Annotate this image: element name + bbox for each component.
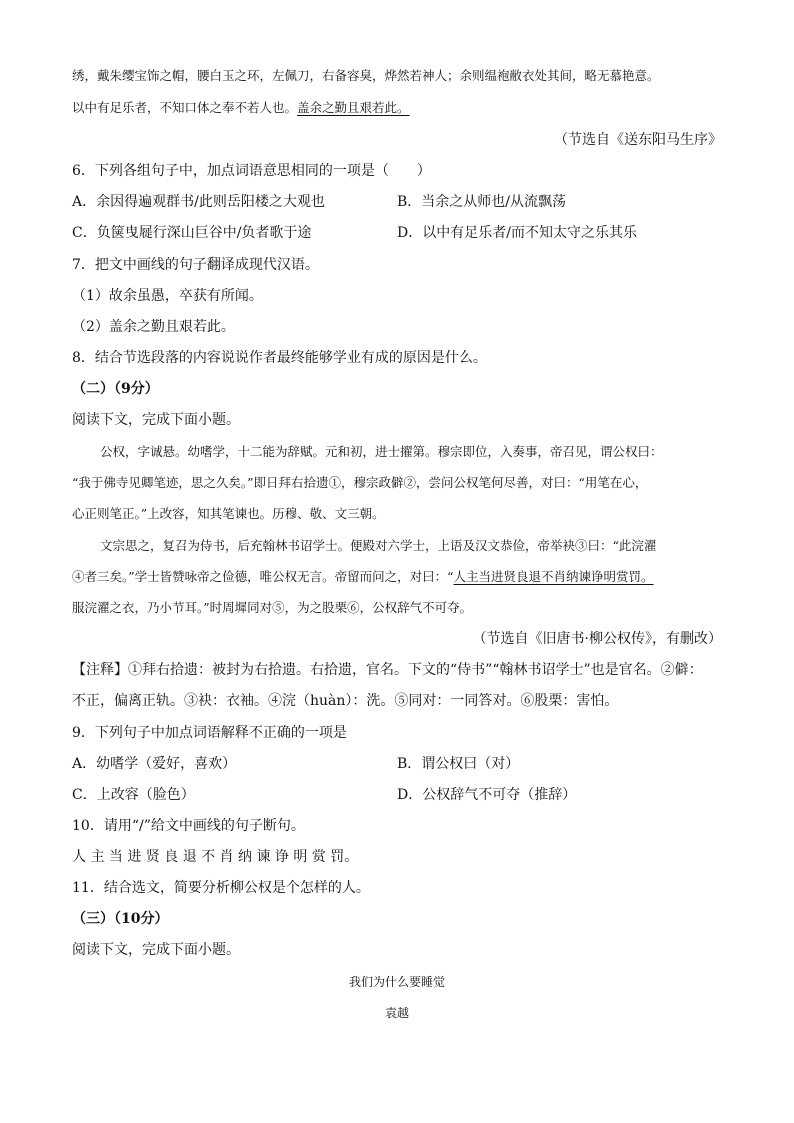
article-author: 袁越 [384, 1006, 409, 1020]
q7-sentence-2: （2）盖余之勤且艰若此。 [72, 319, 235, 335]
q9-option-b: B．谓公权曰（对） [397, 756, 520, 772]
q6-option-a: A．余因得遍观群书/此则岳阳楼之大观也 [72, 194, 325, 210]
passage1-line1: 绣，戴朱缨宝饰之帽，腰白玉之环，左佩刀，右备容臭，烨然若神人；余则缊袍敝衣处其间，略无慕艳意。 [72, 68, 660, 83]
q6-option-c: C．负箧曳屣行深山巨谷中/负者歌于途 [72, 225, 312, 241]
passage1-source: （节选自《送东阳马生序》 [554, 132, 722, 148]
passage2-p1-line2: “我于佛寺见卿笔迹，思之久矣。”即日拜右拾遗①，穆宗政僻②，尝问公权笔何尽善，对曰：“用笔在心， [72, 475, 648, 490]
passage2-p1-line3: 心正则笔正。”上改容，知其笔谏也。历穆、敬、文三朝。 [72, 506, 385, 521]
q6-stem: 6．下列各组句子中，加点词语意思相同的一项是（ ） [72, 163, 431, 179]
underlined-sentence-2: 人主当进贤良退不肖纳谏诤明赏罚。 [453, 569, 654, 584]
section2-heading: （二）（9分） [72, 381, 159, 397]
q9-stem: 9．下列句子中加点词语解释不正确的一项是 [72, 725, 347, 741]
section3-heading: （三）（10分） [72, 911, 169, 927]
annotation-line2: 不正，偏离正轨。③袂：衣袖。④浣（huàn）：洗。⑤同对：一同答对。⑥股栗：害怕。 [72, 693, 619, 709]
q6-option-d: D．以中有足乐者/而不知太守之乐其乐 [397, 225, 637, 241]
q9-option-d: D．公权辞气不可夺（推辞） [397, 787, 577, 803]
q10-stem: 10．请用“/”给文中画线的句子断句。 [72, 818, 305, 834]
annotation-line1: 【注释】①拜右拾遗：被封为右拾遗。右拾遗，官名。下文的“侍书”“翰林书诏学士”也是官名。②僻： [72, 662, 703, 678]
passage2-source: （节选自《旧唐书·柳公权传》，有删改） [472, 631, 722, 647]
passage2-p2-line2-text: ④者三矣。”学士皆赞咏帝之俭德，唯公权无言。帝留而问之，对曰：“ [72, 569, 454, 584]
passage2-p2-line3: 服浣濯之衣，乃小节耳。”时周墀同对⑤，为之股栗⑥，公权辞气不可夺。 [72, 600, 473, 615]
q7-sentence-1: （1）故余虽愚，卒获有所闻。 [72, 288, 263, 304]
q9-option-c: C．上改容（脸色） [72, 787, 195, 803]
article-title: 我们为什么要睡觉 [348, 975, 445, 989]
underlined-sentence-1: 盖余之勤且艰若此。 [297, 100, 410, 115]
section2-instruction: 阅读下文，完成下面小题。 [72, 412, 240, 428]
passage1-line2-text: 以中有足乐者，不知口体之奉不若人也。 [72, 100, 298, 115]
passage2-p1-line1: 公权，字诚悬。幼嗜学，十二能为辞赋。元和初，进士擢第。穆宗即位，入奏事，帝召见，谓公权曰： [100, 444, 663, 459]
q7-stem: 7．把文中画线的句子翻译成现代汉语。 [72, 257, 319, 273]
q10-sentence: 人 主 当 进 贤 良 退 不 肖 纳 谏 诤 明 赏 罚。 [72, 849, 359, 865]
section3-instruction: 阅读下文，完成下面小题。 [72, 942, 240, 958]
q8-stem: 8．结合节选段落的内容说说作者最终能够学业有成的原因是什么。 [72, 350, 487, 366]
passage1-line2 [72, 98, 722, 118]
passage2-p2-line2 [72, 567, 722, 587]
passage2-p2-line1: 文宗思之，复召为侍书，后充翰林书诏学士。便殿对六学士，上语及汉文恭俭，帝举袂③曰：“此浣濯 [100, 538, 657, 553]
q9-option-a: A．幼嗜学（爱好，喜欢） [72, 756, 237, 772]
q11-stem: 11．结合选文，简要分析柳公权是个怎样的人。 [72, 880, 370, 896]
q6-option-b: B．当余之从师也/从流飘荡 [397, 194, 567, 210]
